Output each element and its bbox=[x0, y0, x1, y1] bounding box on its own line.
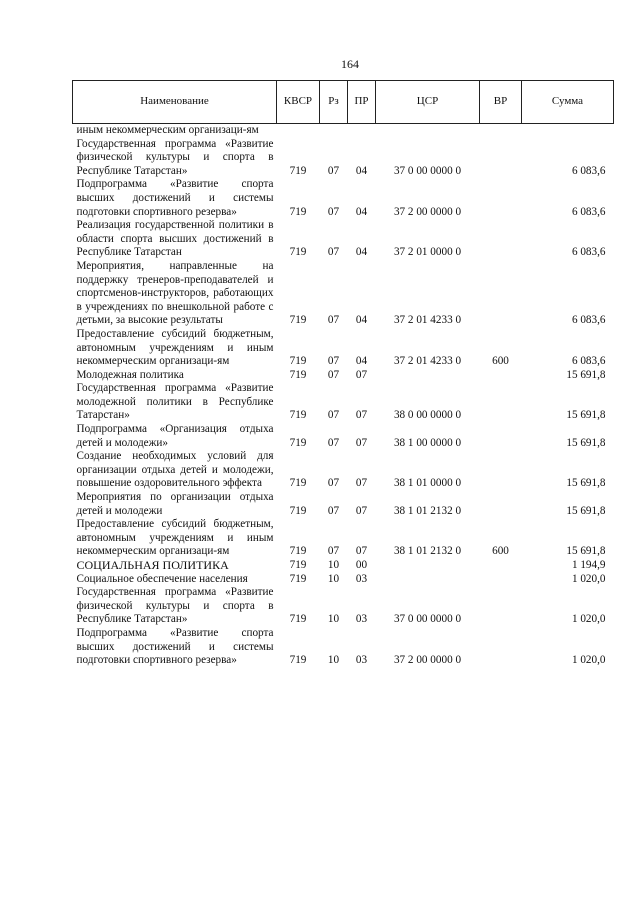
table-row bbox=[73, 138, 614, 179]
row-pr-cell: 04 bbox=[355, 164, 368, 177]
row-rz-cell: 07 bbox=[327, 477, 340, 490]
row-vr-cell bbox=[480, 369, 522, 383]
row-name-cell: Социальное обеспечение населения bbox=[76, 572, 248, 585]
row-pr-cell: 04 bbox=[355, 314, 368, 327]
row-csr-cell: 38 0 00 0000 0 bbox=[393, 409, 462, 422]
row-kvsr-cell: 719 bbox=[289, 205, 307, 218]
row-vr-cell bbox=[480, 573, 522, 587]
row-name-cell: Молодежная политика bbox=[76, 368, 184, 381]
budget-table bbox=[72, 80, 614, 668]
row-kvsr-cell: 719 bbox=[289, 545, 307, 558]
header-rz: Рз bbox=[320, 81, 348, 124]
row-kvsr-cell bbox=[277, 124, 320, 138]
row-kvsr-cell: 719 bbox=[289, 409, 307, 422]
row-vr-cell: 600 bbox=[492, 355, 509, 368]
row-kvsr-cell: 719 bbox=[289, 654, 307, 667]
row-pr-cell: 04 bbox=[355, 246, 368, 259]
row-vr-cell bbox=[480, 491, 522, 518]
header-pr: ПР bbox=[348, 81, 376, 124]
row-pr-cell: 07 bbox=[355, 436, 368, 449]
row-sum-cell: 6 083,6 bbox=[571, 205, 606, 218]
table-row bbox=[73, 518, 614, 559]
row-kvsr-cell: 719 bbox=[289, 613, 307, 626]
header-name: Наименование bbox=[73, 81, 277, 124]
row-sum-cell: 6 083,6 bbox=[571, 164, 606, 177]
row-rz-cell: 07 bbox=[327, 504, 340, 517]
row-kvsr-cell: 719 bbox=[289, 368, 307, 381]
row-rz-cell: 07 bbox=[327, 409, 340, 422]
row-sum-cell: 15 691,8 bbox=[566, 409, 606, 422]
row-kvsr-cell: 719 bbox=[289, 164, 307, 177]
table-row bbox=[73, 260, 614, 328]
row-pr-cell: 07 bbox=[355, 477, 368, 490]
row-vr-cell bbox=[480, 178, 522, 219]
row-rz-cell: 07 bbox=[327, 368, 340, 381]
row-name-cell: Предоставление субсидий бюджетным, автономным учреждениям и иным некоммерческим организаци-ям bbox=[76, 518, 274, 558]
table-row bbox=[73, 124, 614, 138]
row-pr-cell: 03 bbox=[355, 654, 368, 667]
row-rz-cell: 07 bbox=[327, 545, 340, 558]
row-csr-cell bbox=[376, 369, 480, 383]
row-sum-cell: 1 020,0 bbox=[571, 613, 606, 626]
row-pr-cell: 03 bbox=[355, 572, 368, 585]
row-pr-cell: 04 bbox=[355, 205, 368, 218]
row-pr-cell: 07 bbox=[355, 545, 368, 558]
row-name-cell: Подпрограмма «Развитие спорта высших достижений и системы подготовки спортивного резерва» bbox=[76, 178, 274, 218]
row-csr-cell: 37 2 00 0000 0 bbox=[393, 654, 462, 667]
row-csr-cell: 37 2 01 0000 0 bbox=[393, 246, 462, 259]
table-row bbox=[73, 423, 614, 450]
table-body bbox=[73, 124, 614, 668]
row-name-cell: Мероприятия по организации отдыха детей и молодежи bbox=[76, 491, 274, 517]
row-csr-cell: 37 2 01 4233 0 bbox=[393, 314, 462, 327]
row-vr-cell: 600 bbox=[492, 545, 509, 558]
row-pr-cell: 07 bbox=[355, 368, 368, 381]
row-vr-cell bbox=[480, 627, 522, 668]
row-csr-cell bbox=[376, 559, 480, 573]
header-vr: ВР bbox=[480, 81, 522, 124]
row-vr-cell bbox=[480, 382, 522, 423]
row-rz-cell bbox=[320, 124, 348, 138]
row-sum-cell: 6 083,6 bbox=[571, 246, 606, 259]
row-rz-cell: 07 bbox=[327, 246, 340, 259]
row-pr-cell: 00 bbox=[355, 559, 368, 571]
row-kvsr-cell: 719 bbox=[289, 477, 307, 490]
row-sum-cell: 15 691,8 bbox=[566, 545, 606, 558]
header-csr: ЦСР bbox=[376, 81, 480, 124]
row-csr-cell: 37 0 00 0000 0 bbox=[393, 613, 462, 626]
row-name-cell: Предоставление субсидий бюджетным, автономным учреждениям и иным некоммерческим организаци-ям bbox=[76, 327, 274, 368]
row-kvsr-cell: 719 bbox=[289, 436, 307, 449]
table-row bbox=[73, 573, 614, 587]
row-vr-cell bbox=[480, 260, 522, 328]
row-sum-cell: 6 083,6 bbox=[571, 314, 606, 327]
row-csr-cell: 37 0 00 0000 0 bbox=[393, 164, 462, 177]
row-rz-cell: 07 bbox=[327, 436, 340, 449]
row-sum-cell: 1 020,0 bbox=[571, 572, 606, 585]
table-row bbox=[73, 178, 614, 219]
row-pr-cell bbox=[348, 124, 376, 138]
row-kvsr-cell: 719 bbox=[289, 559, 307, 571]
table-row bbox=[73, 328, 614, 369]
row-name-cell: иным некоммерческим организаци-ям bbox=[76, 124, 259, 136]
row-csr-cell: 37 2 01 4233 0 bbox=[393, 355, 462, 368]
row-kvsr-cell: 719 bbox=[289, 355, 307, 368]
row-rz-cell: 07 bbox=[327, 314, 340, 327]
row-csr-cell: 38 1 01 2132 0 bbox=[393, 545, 462, 558]
table-header-row bbox=[73, 81, 614, 124]
row-sum-cell: 15 691,8 bbox=[566, 504, 606, 517]
row-pr-cell: 03 bbox=[355, 613, 368, 626]
row-sum-cell: 15 691,8 bbox=[566, 436, 606, 449]
table-row bbox=[73, 219, 614, 260]
row-rz-cell: 10 bbox=[327, 559, 340, 571]
row-sum-cell bbox=[522, 124, 614, 138]
row-kvsr-cell: 719 bbox=[289, 246, 307, 259]
row-name-cell: Государственная программа «Развитие молодежной политики в Республике Татарстан» bbox=[76, 382, 274, 422]
row-sum-cell: 1 020,0 bbox=[571, 654, 606, 667]
row-csr-cell: 38 1 00 0000 0 bbox=[393, 436, 462, 449]
row-name-cell: Создание необходимых условий для организации отдыха детей и молодежи, повышение оздоровительного эффекта bbox=[76, 450, 274, 490]
row-rz-cell: 10 bbox=[327, 613, 340, 626]
row-name-cell: СОЦИАЛЬНАЯ ПОЛИТИКА bbox=[76, 558, 229, 572]
table-row bbox=[73, 369, 614, 383]
row-name-cell: Подпрограмма «Организация отдыха детей и молодежи» bbox=[76, 423, 274, 449]
row-name-cell: Мероприятия, направленные на поддержку тренеров-преподавателей и спортсменов-инструкторов, работающих в учреждениях по внешкольной работе с детьми, за высокие результаты bbox=[76, 259, 274, 327]
row-kvsr-cell: 719 bbox=[289, 504, 307, 517]
row-sum-cell: 1 194,9 bbox=[571, 559, 606, 571]
row-rz-cell: 07 bbox=[327, 205, 340, 218]
row-sum-cell: 15 691,8 bbox=[566, 368, 606, 381]
row-vr-cell bbox=[480, 219, 522, 260]
row-name-cell: Подпрограмма «Развитие спорта высших достижений и системы подготовки спортивного резерва» bbox=[76, 626, 274, 667]
header-kvsr: КВСР bbox=[277, 81, 320, 124]
row-pr-cell: 04 bbox=[355, 355, 368, 368]
table-row bbox=[73, 559, 614, 573]
row-csr-cell: 38 1 01 0000 0 bbox=[393, 477, 462, 490]
row-pr-cell: 07 bbox=[355, 409, 368, 422]
row-sum-cell: 15 691,8 bbox=[566, 477, 606, 490]
row-vr-cell bbox=[480, 423, 522, 450]
row-csr-cell: 38 1 01 2132 0 bbox=[393, 504, 462, 517]
row-rz-cell: 07 bbox=[327, 355, 340, 368]
row-csr-cell: 37 2 00 0000 0 bbox=[393, 205, 462, 218]
row-name-cell: Государственная программа «Развитие физической культуры и спорта в Республике Татарстан» bbox=[76, 137, 274, 177]
row-rz-cell: 10 bbox=[327, 572, 340, 585]
table-row bbox=[73, 450, 614, 491]
table-row bbox=[73, 491, 614, 518]
row-vr-cell bbox=[480, 450, 522, 491]
row-rz-cell: 10 bbox=[327, 654, 340, 667]
row-rz-cell: 07 bbox=[327, 164, 340, 177]
row-csr-cell bbox=[376, 573, 480, 587]
row-vr-cell bbox=[480, 559, 522, 573]
row-vr-cell bbox=[480, 124, 522, 138]
row-csr-cell bbox=[376, 124, 480, 138]
row-name-cell: Государственная программа «Развитие физической культуры и спорта в Республике Татарстан» bbox=[76, 586, 274, 626]
page-number: 164 bbox=[341, 57, 359, 71]
row-name-cell: Реализация государственной политики в области спорта высших достижений в Республике Татарстан bbox=[76, 219, 274, 259]
row-vr-cell bbox=[480, 586, 522, 627]
row-vr-cell bbox=[480, 138, 522, 179]
table-row bbox=[73, 586, 614, 627]
row-kvsr-cell: 719 bbox=[289, 314, 307, 327]
row-pr-cell: 07 bbox=[355, 504, 368, 517]
header-sum: Сумма bbox=[522, 81, 614, 124]
table-row bbox=[73, 382, 614, 423]
row-kvsr-cell: 719 bbox=[289, 572, 307, 585]
table-row bbox=[73, 627, 614, 668]
row-sum-cell: 6 083,6 bbox=[571, 355, 606, 368]
